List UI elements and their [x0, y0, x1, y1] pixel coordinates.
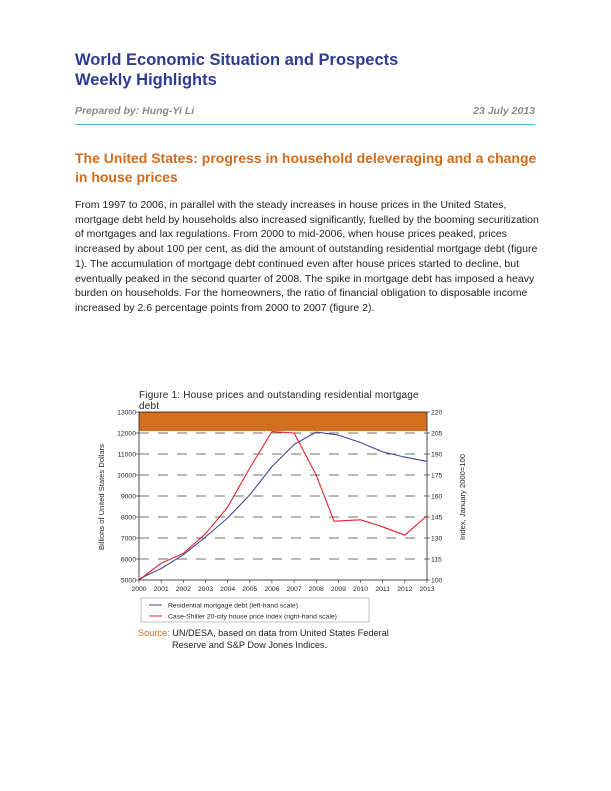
- x-tick-label: 2003: [197, 586, 214, 593]
- x-tick-label: 2002: [175, 586, 191, 593]
- left-tick-label: 8000: [120, 514, 136, 522]
- right-tick-label: 115: [431, 556, 442, 564]
- body-paragraph: From 1997 to 2006, in parallel with the steady increases in house prices in the United States, mortgage debt held by households also increased significantly, fuelled by the booming securitization of mortgages and lax regulations. From 2000 to mid-2006, when house prices peaked, prices increased by about 100 per cent, as did the amount of outstanding residential mortgage debt (figure 1). The accumulation of mortgage debt continued even after house prices started to decline, but eventually peaked in the second quarter of 2008. The spike in mortgage debt has imposed a heavy burden on households. For the homeowners, the ratio of financial obligation to disposable income increased by 2.6 percentage points from 2000 to 2007 (figure 2).: [75, 199, 539, 314]
- left-tick-label: 12000: [117, 430, 136, 438]
- left-tick-label: 9000: [120, 493, 136, 501]
- legend-debt-label: Residential mortgage debt (left-hand scale): [168, 602, 298, 610]
- right-tick-label: 145: [431, 514, 443, 522]
- right-tick-label: 220: [431, 409, 443, 417]
- report-title-line1: World Economic Situation and Prospects: [75, 51, 399, 69]
- source-label: Source:: [138, 628, 170, 638]
- right-tick-label: 175: [431, 472, 443, 480]
- x-tick-label: 2009: [330, 586, 346, 593]
- y-axis-label: Billions of United States Dollars: [97, 444, 106, 550]
- prepared-by: Prepared by: Hung-Yi Li: [75, 105, 195, 117]
- figure-title: Figure 1: House prices and outstanding residential mortgage debt: [139, 390, 419, 412]
- chart-legend: [141, 598, 369, 622]
- right-tick-label: 205: [431, 430, 443, 438]
- x-axis-ticks: [131, 580, 434, 593]
- chart-header-band: [139, 412, 427, 431]
- figure-source: [138, 628, 389, 651]
- report-title-line2: Weekly Highlights: [75, 71, 217, 89]
- x-tick-label: 2005: [242, 586, 258, 593]
- left-tick-label: 13000: [117, 409, 136, 417]
- x-tick-label: 2010: [352, 586, 369, 593]
- left-tick-label: 10000: [117, 472, 136, 480]
- x-tick-label: 2006: [264, 586, 280, 593]
- left-tick-label: 5000: [120, 577, 136, 585]
- left-tick-label: 7000: [120, 535, 136, 543]
- report-date: 23 July 2013: [473, 105, 535, 117]
- right-tick-label: 100: [431, 577, 443, 585]
- y2-axis-label: Index, January 2000=100: [458, 454, 467, 540]
- x-tick-label: 2007: [286, 586, 302, 593]
- source-line2: Reserve and S&P Dow Jones Indices.: [172, 639, 328, 650]
- right-tick-label: 190: [431, 451, 443, 459]
- x-tick-label: 2004: [220, 586, 236, 593]
- right-tick-label: 160: [431, 493, 443, 501]
- x-tick-label: 2013: [419, 586, 435, 593]
- x-tick-label: 2008: [308, 586, 324, 593]
- x-tick-label: 2000: [131, 586, 147, 593]
- left-tick-label: 11000: [117, 451, 136, 459]
- right-axis-ticks: [427, 409, 443, 584]
- left-axis-ticks: [117, 409, 139, 584]
- source-line1: UN/DESA, based on data from United States Federal: [172, 628, 389, 638]
- right-tick-label: 130: [431, 535, 443, 543]
- left-tick-label: 6000: [120, 556, 136, 564]
- section-title: The United States: progress in household deleveraging and a change in house prices: [75, 150, 537, 185]
- x-tick-label: 2011: [375, 586, 391, 593]
- x-tick-label: 2012: [397, 586, 413, 593]
- x-tick-label: 2001: [153, 586, 169, 593]
- legend-price-label: Case-Shiller 20-city house price index (right-hand scale): [168, 613, 337, 621]
